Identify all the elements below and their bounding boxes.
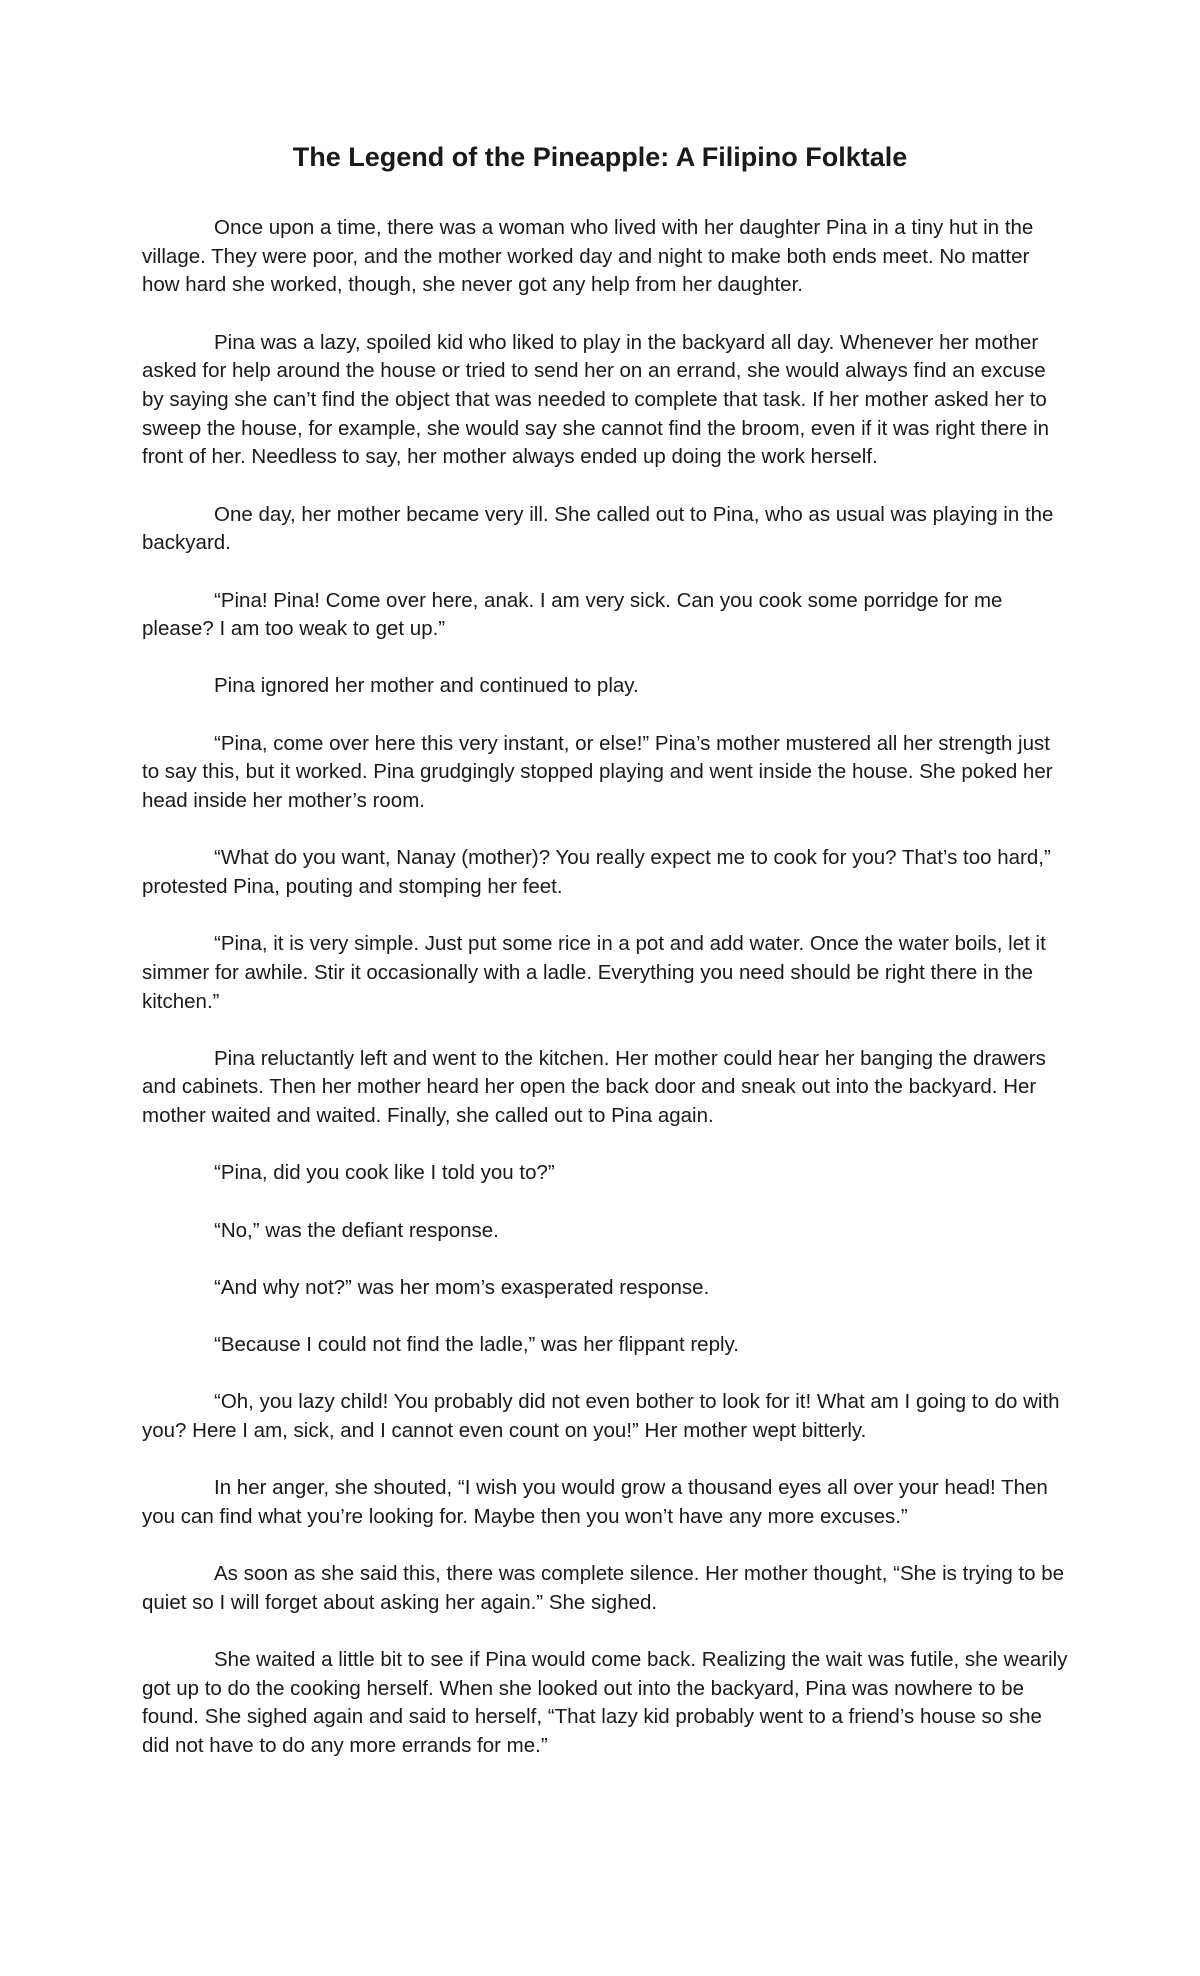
paragraph: As soon as she said this, there was complete silence. Her mother thought, “She is trying to be quiet so I will forget about asking her again.” She sighed. <box>142 1562 1065 1614</box>
paragraph: Pina was a lazy, spoiled kid who liked to play in the backyard all day. Whenever her mother asked for help around the house or tried to send her on an errand, she would always find an excuse by saying she can’t find the object that was needed to complete that task. If her mother asked her to sweep the house, for example, she would say she cannot find the broom, even if it was right there in front of her. Needless to say, her mother always ended up doing the work herself. <box>142 330 1050 469</box>
paragraph: Pina reluctantly left and went to the kitchen. Her mother could hear her banging the drawers and cabinets. Then her mother heard her open the back door and sneak out into the backyard. Her mother waited and waited. Finally, she called out to Pina again. <box>142 1046 1046 1128</box>
paragraph: “Pina, did you cook like I told you to?” <box>214 1161 555 1185</box>
paragraph: “Pina, come over here this very instant, or else!” Pina’s mother mustered all her strength just to say this, but it worked. Pina grudgingly stopped playing and went inside the house. She poked her head inside her mother’s room. <box>142 731 1053 813</box>
paragraph: One day, her mother became very ill. She called out to Pina, who as usual was playing in the backyard. <box>142 502 1054 555</box>
paragraph: “No,” was the defiant response. <box>214 1218 499 1242</box>
paragraph: In her anger, she shouted, “I wish you would grow a thousand eyes all over your head! Then you can find what you’re looking for. Maybe then you won’t have any more excuses.” <box>142 1476 1048 1528</box>
paragraph: “Pina! Pina! Come over here, anak. I am very sick. Can you cook some porridge for me please? I am too weak to get up.” <box>142 588 1003 641</box>
paragraph: “And why not?” was her mom’s exasperated response. <box>214 1275 710 1299</box>
paragraph: Once upon a time, there was a woman who lived with her daughter Pina in a tiny hut in the village. They were poor, and the mother worked day and night to make both ends meet. No matter how hard she worked, though, she never got any help from her daughter. <box>142 216 1034 297</box>
document-body <box>142 214 1072 1789</box>
document-title: The Legend of the Pineapple: A Filipino Folktale <box>292 142 908 172</box>
paragraph: She waited a little bit to see if Pina would come back. Realizing the wait was futile, she wearily got up to do the cooking herself. When she looked out into the backyard, Pina was nowhere to be found. She sighed again and said to herself, “That lazy kid probably went to a friend’s house so she did not have to do any more errands for me.” <box>142 1647 1068 1758</box>
paragraph: Pina ignored her mother and continued to play. <box>214 674 639 698</box>
paragraph: “Oh, you lazy child! You probably did not even bother to look for it! What am I going to do with you? Here I am, sick, and I cannot even count on you!” Her mother wept bitterly. <box>142 1390 1060 1442</box>
paragraph: “Because I could not find the ladle,” was her flippant reply. <box>214 1332 739 1356</box>
paragraph: “Pina, it is very simple. Just put some rice in a pot and add water. Once the water boils, let it simmer for awhile. Stir it occasionally with a ladle. Everything you need should be right there in the kitchen.” <box>142 932 1046 1013</box>
paragraph: “What do you want, Nanay (mother)? You really expect me to cook for you? That’s too hard,” protested Pina, pouting and stomping her feet. <box>142 846 1051 898</box>
